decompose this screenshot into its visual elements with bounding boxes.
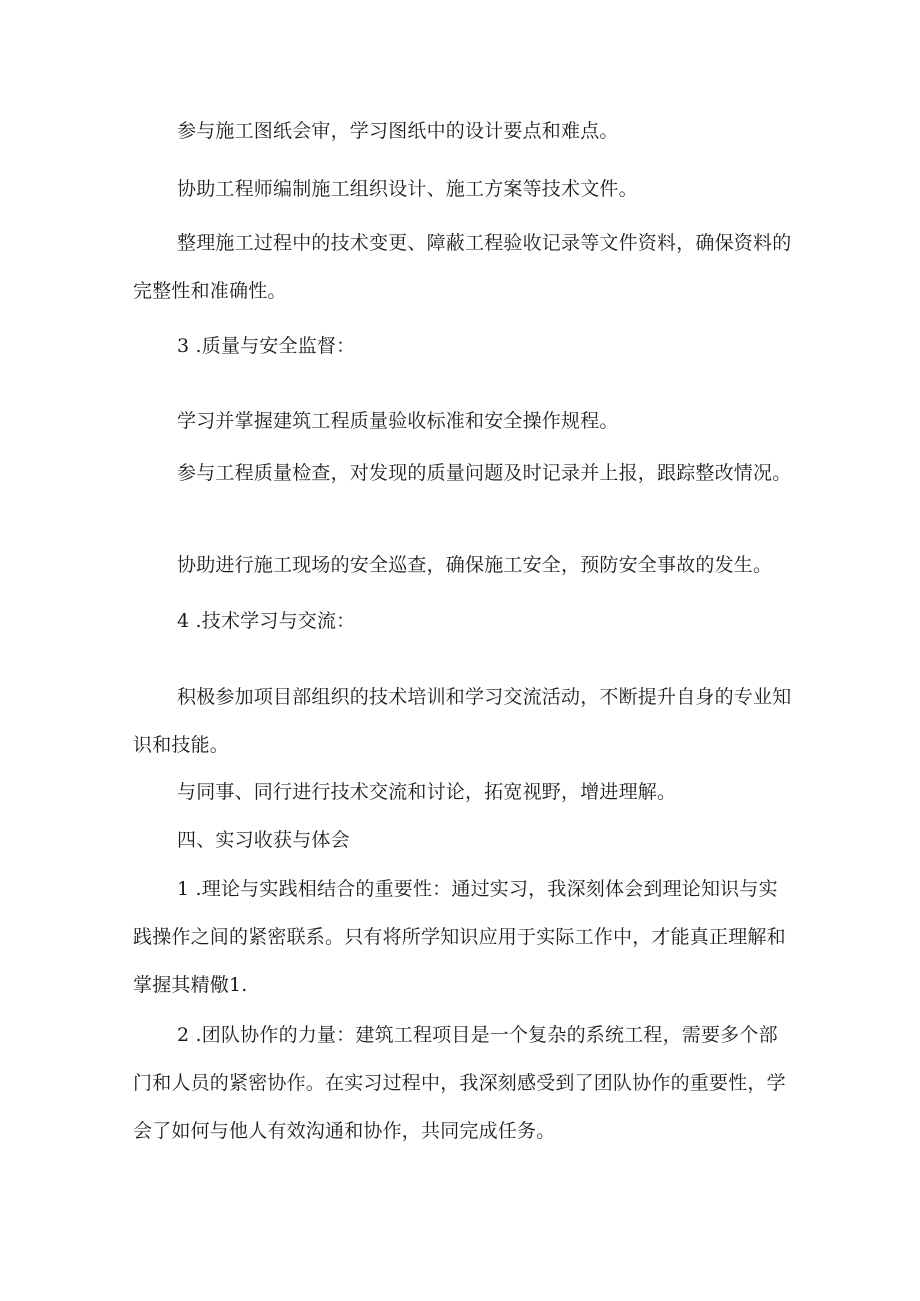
heading-quality-safety: 3 .质量与安全监督： (177, 335, 356, 357)
paragraph-training: 积极参加项目部组织的技术培训和学习交流活动，不断提升自身的专业知识和技能。 (133, 686, 792, 756)
paragraph-exchange: 与同事、同行进行技术交流和讨论，拓宽视野，增进理解。 (177, 781, 677, 803)
paragraph-drawing-review: 参与施工图纸会审，学习图纸中的设计要点和难点。 (177, 120, 619, 142)
paragraph-organize-records: 整理施工过程中的技术变更、障蔽工程验收记录等文件资料，确保资料的完整性和准确性。 (133, 232, 792, 302)
heading-tech-learning: 4 .技术学习与交流： (177, 610, 356, 632)
paragraph-theory-practice: 1 .理论与实践相结合的重要性：通过实习，我深刻体会到理论知识与实践操作之间的紧密联系。只有将所学知识应用于实际工作中，才能真正理解和掌握其精儆1. (133, 878, 786, 996)
section-heading-gains: 四、实习收获与体会 (177, 829, 350, 851)
paragraph-assist-engineer: 协助工程师编制施工组织设计、施工方案等技术文件。 (177, 178, 638, 200)
paragraph-learn-standards: 学习并掌握建筑工程质量验收标准和安全操作规程。 (177, 410, 619, 432)
paragraph-teamwork: 2 .团队协作的力量：建筑工程项目是一个复杂的系统工程，需要多个部门和人员的紧密协作。在实习过程中，我深刻感受到了团队协作的重要性，学会了如何与他人有效沟通和协作，共同完成任务。 (133, 1024, 786, 1142)
paragraph-quality-inspection: 参与工程质量检查，对发现的质量问题及时记录并上报，跟踪整改情况。 (177, 462, 792, 484)
paragraph-safety-patrol: 协助进行施工现场的安全巡查，确保施工安全，预防安全事故的发生。 (177, 554, 773, 576)
